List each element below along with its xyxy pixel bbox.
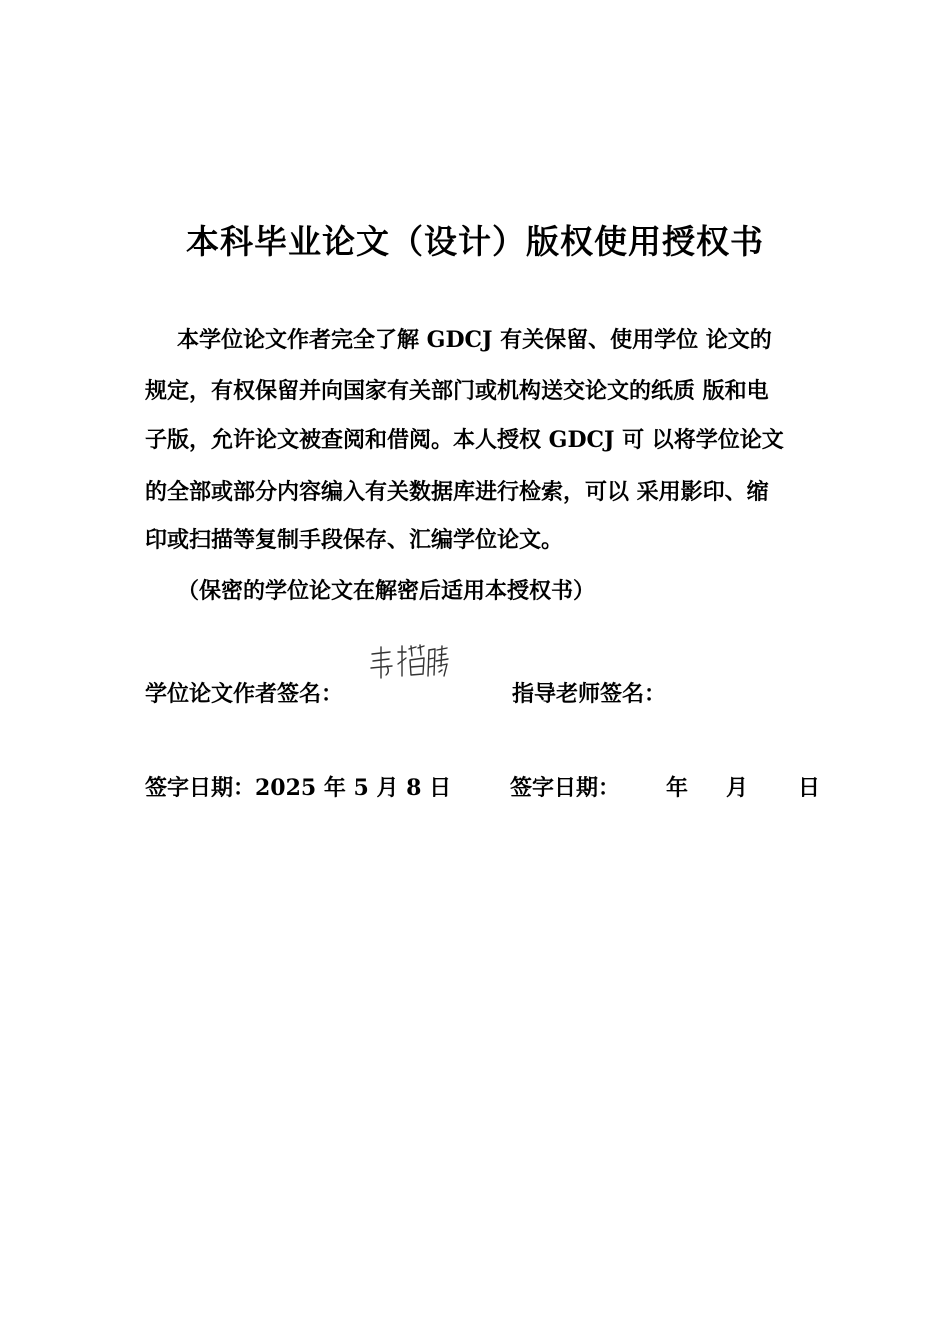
advisor-signature-label: 指导老师签名： bbox=[512, 681, 667, 707]
author-signature-label: 学位论文作者签名： bbox=[145, 681, 344, 707]
advisor-signing-date-label: 签字日期： bbox=[510, 775, 621, 801]
confidential-note: （保密的学位论文在解密后适用本授权书） bbox=[177, 578, 596, 604]
body-line: 本学位论文作者完全了解 GDCJ 有关保留、使用学位 论文的 bbox=[177, 327, 772, 353]
author-signing-date: 签字日期：2025 年 5 月 8 日 bbox=[145, 775, 452, 801]
body-line: 印或扫描等复制手段保存、汇编学位论文。 bbox=[145, 527, 564, 553]
body-line: 规定，有权保留并向国家有关部门或机构送交论文的纸质 版和电 bbox=[145, 378, 769, 404]
body-line: 的全部或部分内容编入有关数据库进行检索，可以 采用影印、缩 bbox=[145, 479, 769, 505]
author-handwritten-signature bbox=[368, 642, 450, 682]
advisor-date-year-unit: 年 bbox=[666, 775, 689, 801]
advisor-date-month-unit: 月 bbox=[726, 775, 749, 801]
body-line: 子版，允许论文被查阅和借阅。本人授权 GDCJ 可 以将学位论文 bbox=[145, 427, 784, 453]
advisor-date-day-unit: 日 bbox=[798, 775, 821, 801]
page-title: 本科毕业论文（设计）版权使用授权书 bbox=[186, 222, 764, 261]
